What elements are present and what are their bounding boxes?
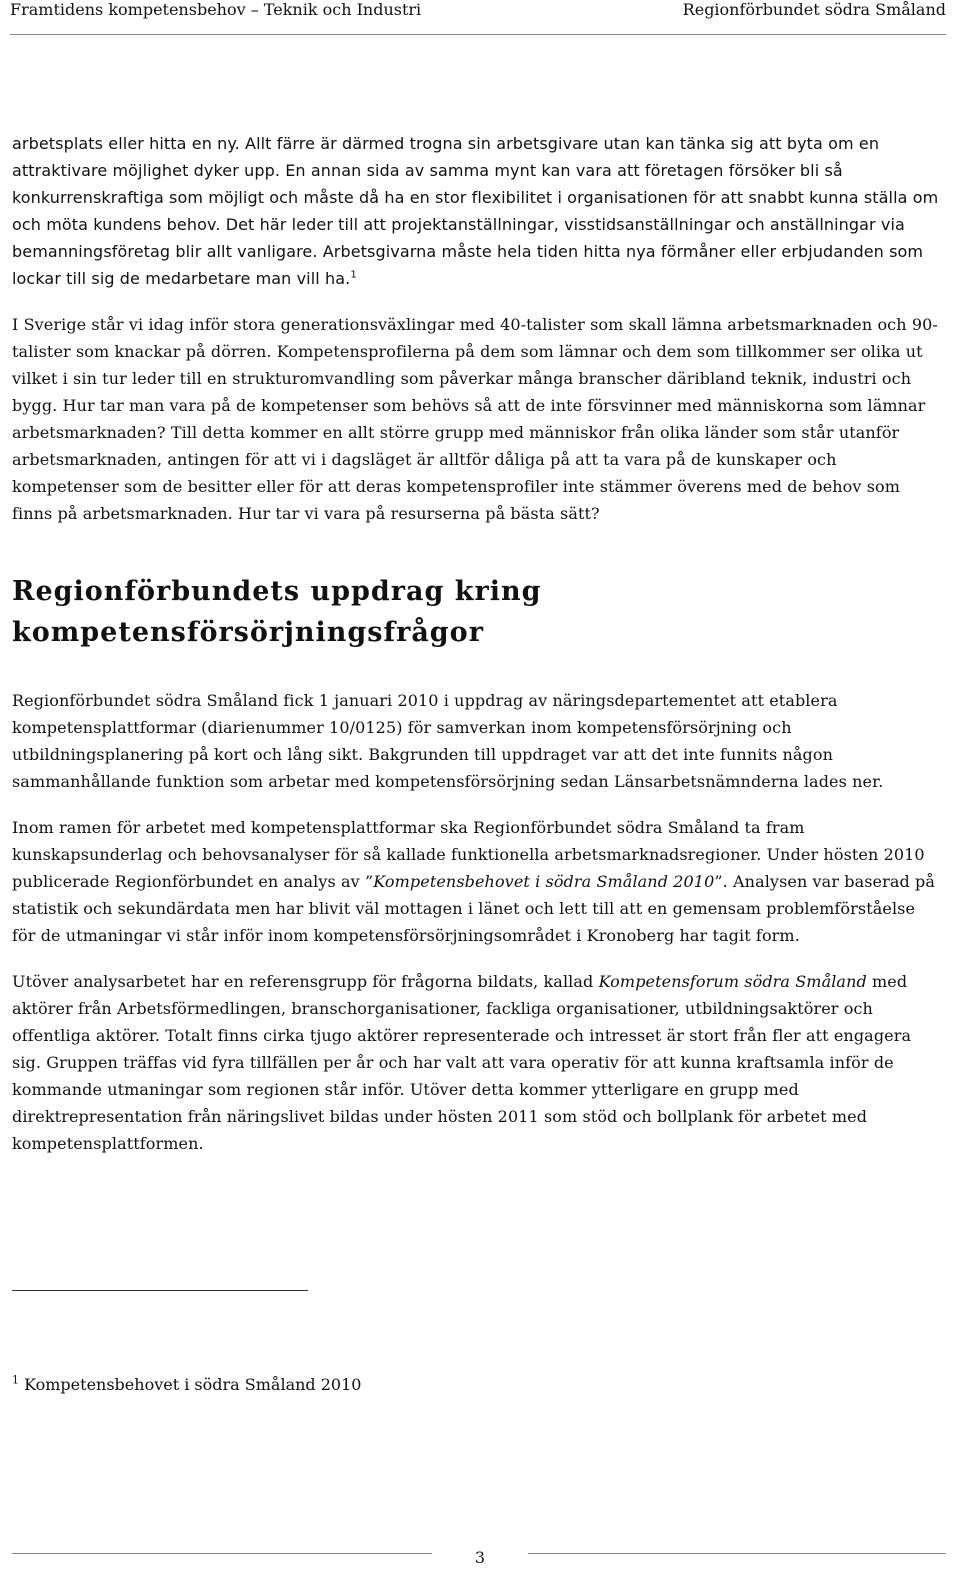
paragraph-intro [12, 130, 942, 292]
page-header [10, 0, 946, 30]
paragraph-intro-text: arbetsplats eller hitta en ny. Allt färre är därmed trogna sin arbetsgivare utan kan tänka sig att byta om en attraktivare möjlighet dyker upp. En annan sida av samma mynt kan vara att företagen försöker bli så konkurrenskraftiga som möjligt och måste då ha en stor flexibilitet i organisationen för att snabbt kunna ställa om och möta kundens behov. Det här leder till att projektanställningar, visstidsanställningar och anställningar via bemanningsföretag blir allt vanligare. Arbetsgivarna måste hela tiden hitta nya förmåner eller erbjudanden som lockar till sig de medarbetare man vill ha. [12, 134, 939, 288]
footnote-reference[interactable]: 1 [350, 269, 357, 281]
paragraph-reference-group-after: med aktörer från Arbetsförmedlingen, branschorganisationer, fackliga organisationer, utbildningsaktörer och offentliga aktörer. Totalt finns cirka tjugo aktörer representerade och intresset är stort från fler att engagera sig. Gruppen träffas vid fyra tillfällen per år och har valt att vara operativ för att kunna kraftsamla inför de kommande utmaningar som regionen står inför. Utöver detta kommer ytterligare en grupp med direktrepresentation från näringslivet bildas under hösten 2011 som stöd och bollplank för arbetet med kompetensplattformen. [12, 972, 912, 1153]
paragraph-analysis-after: ”. Analysen var baserad på statistik och sekundärdata men har blivit väl mottagen i länet och lett till att en gemensam problemförståelse för de utmaningar vi står inför inom kompetensförsörjningsområdet i Kronoberg har tagit form. [12, 872, 936, 945]
document-body [12, 130, 942, 1176]
paragraph-assignment: Regionförbundet södra Småland fick 1 januari 2010 i uppdrag av näringsdepartementet att etablera kompetensplattformar (diarienummer 10/0125) för samverkan inom kompetensförsörjning och utbildningsplanering på kort och lång sikt. Bakgrunden till uppdraget var att det inte funnits någon sammanhållande funktion som arbetar med kompetensförsörjning sedan Länsarbetsnämnderna lades ner. [12, 691, 884, 791]
forum-name: Kompetensforum södra Småland [598, 972, 867, 991]
footnote-number: 1 [12, 1373, 19, 1387]
page-number: 3 [474, 1548, 486, 1567]
paragraph-reference-group-before: Utöver analysarbetet har en referensgrupp för frågorna bildats, kallad [12, 972, 599, 991]
footer-divider-right [528, 1553, 946, 1554]
footnote [12, 1374, 361, 1396]
footnote-text: Kompetensbehovet i södra Småland 2010 [24, 1375, 362, 1394]
section-heading: Regionförbundets uppdrag kring kompetensförsörjningsfrågor [12, 576, 542, 648]
paragraph-analysis-before: Inom ramen för arbetet med kompetensplattformar ska Regionförbundet södra Småland ta fram kunskapsunderlag och behovsanalyser för så kallade funktionella arbetsmarknadsregioner. Under hösten 2010 publicerade Regionförbundet en analys av ” [12, 818, 925, 891]
header-organization: Regionförbundet södra Småland [682, 0, 946, 19]
footer-divider-left [12, 1553, 432, 1554]
header-title: Framtidens kompetensbehov – Teknik och Industri [10, 0, 422, 19]
report-title: Kompetensbehovet i södra Småland 2010 [373, 872, 715, 891]
footnote-divider [12, 1290, 308, 1291]
paragraph-generation-shift [12, 311, 942, 527]
paragraph-analysis [12, 814, 942, 949]
paragraph-generation-shift-text: I Sverige står vi idag inför stora generationsväxlingar med 40-talister som skall lämna arbetsmarknaden och 90-talister som knackar på dörren. Kompetensprofilerna på dem som lämnar och dem som tillkommer ser olika ut vilket i sin tur leder till en strukturomvandling som påverkar många branscher däribland teknik, industri och bygg. Hur tar man vara på de kompetenser som behövs så att de inte försvinner med människorna som lämnar arbetsmarknaden? Till detta kommer en allt större grupp med människor från olika länder som står utanför arbetsmarknaden, antingen för att vi i dagsläget är alltför dåliga på att ta vara på de kunskaper och kompetenser som de besitter eller för att deras kompetensprofiler inte stämmer överens med de behov som finns på arbetsmarknaden. Hur tar vi vara på resurserna på bästa sätt? [12, 315, 938, 523]
paragraph-reference-group [12, 968, 942, 1157]
header-divider [10, 34, 946, 35]
section-body [12, 687, 942, 1157]
